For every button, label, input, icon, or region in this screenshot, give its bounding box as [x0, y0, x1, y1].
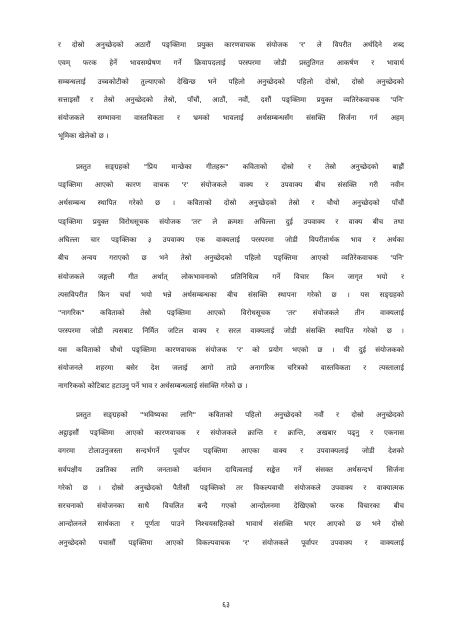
- text-line: बीच अन्वय गराएको छ भने तेस्रो अनुच्छेदको पहिलो पङ्क्तिमा आएको व्यतिरेकवाचक 'पनि': [58, 253, 404, 263]
- text-line: अर्थसम्बन्ध स्थापित गरेको छ । कविताको दोस्रो अनुच्छेदको तेस्रो र चौथो अनुच्छेदको पाँचौं: [58, 198, 404, 208]
- text-line: सर्वपक्षीय उन्नतिका लागि जनताको वर्तमान दायित्वलाई सङ्केत गर्ने संसक्त अर्थसन्दर्भ सिर्जना: [58, 464, 404, 474]
- text-line: सम्बन्धलाई उच्चकोटीको तुल्याएको देखिन्छ भने पहिलो अनुच्छेदको पहिलो दोस्रो, दोस्रो अनुच्छेदको: [58, 76, 404, 86]
- text-line: एवम् फरक हेर्ने भावसम्प्रेषण गर्ने क्रियापदलाई परस्परमा जोडी प्रस्तुतिगत आकर्षण र भावार्थ: [58, 58, 404, 68]
- text-line: संयोजनले शहरमा बसेर देश जलाई आगो ताप्ने अनागरिक चरित्रको वास्तविकता र त्यस्तालाई: [58, 363, 404, 373]
- text-line: र दोस्रो अनुच्छेदको अठारौं पङ्क्तिमा प्रयुक्त कारणवाचक संयोजक 'र' ले विपरीत अर्थदिने शब्द: [58, 40, 404, 49]
- text-line: त्यसविपरीत किन चर्चा भयो भन्ने अर्थसम्बन्धका बीच संसक्ति स्थापना गरेको छ । यस सङ्ग्रहको: [58, 289, 404, 299]
- text-line: अट्ठाइसौं पङ्क्तिमा आएको कारणवाचक र संयोजकले क्रान्ति र क्रान्ति, अखबार पढ्नु र एकनास: [58, 427, 404, 437]
- text-line: गरेको छ । दोस्रो अनुच्छेदको पैतीसौं पङ्क्तिको तर विकल्पवाची संयोजकले उपवाक्य र वाक्यात्मक: [58, 482, 404, 492]
- paragraph-1: [58, 36, 404, 146]
- text-line: नागरिकको कोटिबाट हटाउनु पर्ने भाव र अर्थसम्बन्धलाई संसक्ति गरेको छ ।: [58, 381, 248, 391]
- text-line: सत्ताइसौं र तेस्रो अनुच्छेदको तेस्रो, पाँचौं, आठौं, नवौं, दशौं पङ्क्तिमा प्रयुक्त व्यतिरेकवाचक 'पनि': [58, 94, 404, 104]
- text-line: "नागरिक" कविताको तेस्रो पङ्क्तिमा आएको विरोधसूचक 'तर' संयोजकले तीन वाक्यलाई: [58, 308, 404, 318]
- text-line: प्रस्तुत सङ्ग्रहको "भविष्यका लागि" कविताको पहिलो अनुच्छेदको नवौं र दोस्रो अनुच्छेदको: [76, 409, 404, 419]
- text-line: पङ्क्तिमा प्रयुक्त विरोधसूचक संयोजक 'तर' ले क्रमशः अघिल्ला दुई उपवाक्य र वाक्य बीच तथा: [58, 216, 404, 226]
- text-line: परस्परमा जोडी त्यसबाट निर्मित जटिल वाक्य र सरल वाक्यलाई जोडी संसक्ति स्थापित गरेको छ ।: [58, 326, 404, 336]
- text-line: वगरमा टोलाउनुजस्ता सन्दर्भगर्ने पूर्वापर पङ्क्तिमा आएका वाक्य र उपवाक्यलाई जोडी देशको: [58, 446, 404, 456]
- text-line: अनुच्छेदको पचासौं पङ्क्तिमा आएको विकल्पवाचक 'र' संयोजकले पूर्वापर उपवाक्य र वाक्यलाई: [58, 537, 404, 547]
- text-line: संयोजकले जङ्गली गीत अर्थात् लोकभावनाको प्रतिनिधित्व गर्ने विचार किन जागृत भयो र: [58, 271, 404, 281]
- text-line: भूमिका खेलेको छ ।: [58, 131, 109, 141]
- text-line: अघिल्ला चार पङ्क्तिका ३ उपवाक्य एक वाक्यलाई परस्परमा जोडी विपरीतार्थक भाव र अर्थका: [58, 234, 404, 244]
- text-line: आन्दोलनले सार्थकता र पूर्णता पाउने निश्चयसहितको भावार्थ संसक्ति भएर आएको छ भने दोस्रो: [58, 519, 404, 529]
- text-line: यस कविताको चौथो पङ्क्तिमा कारणवाचक संयोजक 'र' को प्रयोग भएको छ । यी दुई संयोजकको: [58, 344, 404, 354]
- text-line: पङ्क्तिमा आएको कारण वाचक 'र' संयोजकले वाक्य र उपवाक्य बीच संसक्ति गरी नवीन: [58, 180, 404, 190]
- paragraph-2: [58, 158, 404, 396]
- text-line: सरचनाको संयोजनका साथै विचलित बन्दै गएको आन्दोलनमा देखिएको फरक विचारका बीच: [58, 501, 404, 511]
- paragraph-3: [58, 406, 404, 552]
- page-number: ६३: [222, 600, 230, 609]
- document-page: [58, 36, 404, 566]
- text-line: प्रस्तुत सङ्ग्रहको "प्रिय मान्छेका गीतहरू" कविताको दोस्रो र तेस्रो अनुच्छेदको बाह्रौं: [76, 161, 404, 171]
- text-line: संयोजकले सम्भावना वास्तविकता र भ्रमको भावलाई अर्थसम्बन्धसँग संसक्ति सिर्जना गर्न अहम्: [58, 113, 404, 123]
